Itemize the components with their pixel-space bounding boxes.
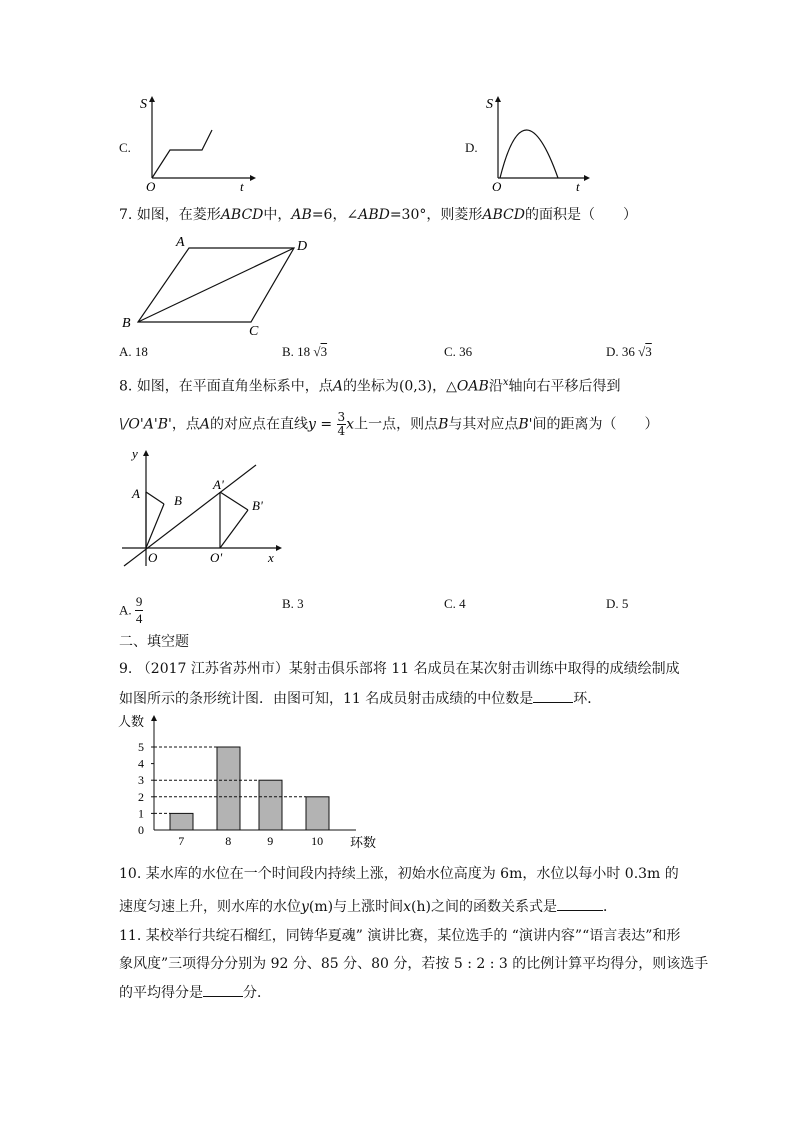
coordinate-figure bbox=[118, 444, 288, 570]
y-tick-label: 2 bbox=[138, 789, 144, 804]
rhombus-label-d: D bbox=[297, 239, 308, 254]
option-c-label: C. bbox=[119, 140, 131, 155]
x-axis-label: 环数 bbox=[350, 835, 377, 850]
y-tick-label: 3 bbox=[138, 773, 144, 788]
x-tick-label: 8 bbox=[225, 834, 232, 848]
bar-chart bbox=[116, 713, 396, 853]
option-c-graph bbox=[138, 92, 258, 192]
coord-label-a-prime: A' bbox=[213, 477, 224, 492]
y-tick-label: 5 bbox=[138, 740, 144, 754]
x-tick-label: 9 bbox=[267, 834, 274, 848]
x-tick-label: 10 bbox=[311, 834, 324, 848]
bar bbox=[170, 813, 193, 830]
coord-label-a: A bbox=[132, 486, 140, 501]
q8-option-c: C. 4 bbox=[444, 596, 466, 611]
question-11-line1: 11. 某校举行共绽石榴红，同铸华夏魂” 演讲比赛，某位选手的 “演讲内容”“语言表达”和形 bbox=[119, 928, 681, 944]
y-tick-label: 4 bbox=[138, 756, 144, 771]
rhombus-label-a: A bbox=[176, 235, 185, 250]
question-7-stem: 7. 如图，在菱形ABCD中，AB=6，∠ABD=30°，则菱形ABCD的面积是（ ） bbox=[119, 207, 637, 223]
y-axis-label: 人数 bbox=[118, 714, 145, 729]
rhombus-label-c: C bbox=[249, 324, 259, 339]
option-c-axis-s: S bbox=[140, 97, 147, 112]
q7-option-c: C. 36 bbox=[444, 344, 473, 359]
q8-option-b: B. 3 bbox=[282, 596, 304, 611]
q7-option-a: A. 18 bbox=[119, 344, 148, 359]
coord-label-o: O bbox=[148, 550, 158, 565]
y-tick-label: 0 bbox=[138, 823, 144, 837]
bar bbox=[217, 747, 240, 830]
y-axis-arrow-icon bbox=[151, 715, 157, 721]
coord-label-b-prime: B' bbox=[252, 498, 263, 513]
option-d-axis-t: t bbox=[576, 179, 580, 192]
q7-option-d: D. 36 √3 bbox=[606, 344, 652, 359]
q8-option-d: D. 5 bbox=[606, 596, 629, 611]
coord-label-o-prime: O' bbox=[210, 550, 223, 565]
rhombus-label-b: B bbox=[122, 316, 131, 331]
rhombus-figure bbox=[116, 228, 316, 340]
sqrt-icon: √ bbox=[313, 344, 321, 359]
sqrt-icon: √ bbox=[638, 344, 646, 359]
q7-option-b: B. 18 √3 bbox=[282, 344, 328, 359]
fraction-three-quarters: $\frac{3}{4}$ bbox=[337, 410, 346, 438]
coord-label-y: y bbox=[132, 446, 138, 461]
q8-option-a: A. $\frac{9}{4}$ bbox=[119, 594, 143, 626]
question-10-line2: 速度匀速上升，则水库的水位y(m)与上涨时间x(h)之间的函数关系式是 ． bbox=[119, 896, 617, 917]
option-d-axis-s: S bbox=[486, 97, 493, 112]
option-d-label: D. bbox=[465, 140, 478, 155]
question-8-stem-line2: \/O'A'B'，点A的对应点在直线y = $\frac{3}{4}$ x上一点，则点B与其对应点B'间的距离为（ ） bbox=[119, 410, 659, 438]
coord-label-x: x bbox=[268, 550, 274, 565]
option-d-origin: O bbox=[492, 179, 502, 192]
question-9-line1: 9. （2017 江苏省苏州市）某射击俱乐部将 11 名成员在某次射击训练中取得的成绩绘制成 bbox=[119, 661, 680, 677]
question-9-line2: 如图所示的条形统计图．由图可知，11 名成员射击成绩的中位数是 环． bbox=[119, 688, 601, 709]
question-11-line2: 象风度”三项得分分别为 92 分、85 分、80 分，若按 5 : 2 : 3 的比例计算平均得分，则该选手 bbox=[119, 956, 709, 972]
option-d-graph bbox=[484, 92, 594, 192]
section-heading: 二、填空题 bbox=[119, 634, 189, 650]
option-c-axis-t: t bbox=[240, 179, 244, 192]
bar bbox=[259, 780, 282, 830]
y-tick-label: 1 bbox=[138, 806, 144, 821]
coord-label-b: B bbox=[174, 493, 182, 508]
question-10-line1: 10. 某水库的水位在一个时间段内持续上涨，初始水位高度为 6m，水位以每小时 0.3m 的 bbox=[119, 866, 679, 882]
question-11-line3: 的平均得分是 分． bbox=[119, 982, 271, 1003]
x-tick-label: 7 bbox=[178, 834, 185, 848]
bar bbox=[306, 797, 329, 830]
question-8-stem-line1: 8. 如图，在平面直角坐标系中，点A的坐标为(0,3)，△OAB沿$^x$轴向右平移后得到 bbox=[119, 377, 621, 395]
option-c-origin: O bbox=[146, 179, 156, 192]
